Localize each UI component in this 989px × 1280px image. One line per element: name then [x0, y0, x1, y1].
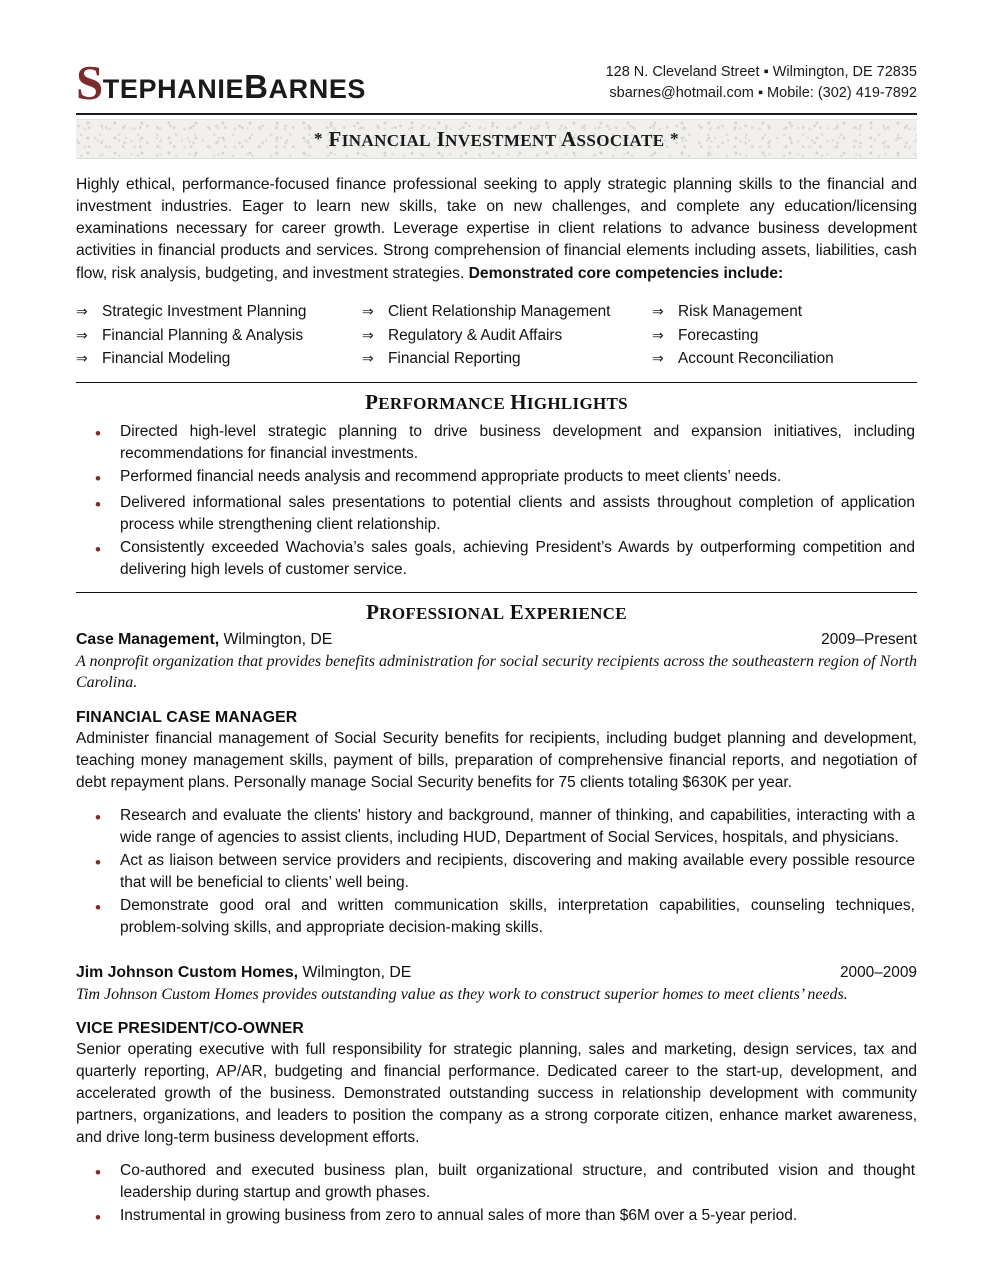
core-competencies	[76, 300, 917, 370]
list-item-text: Directed high-level strategic planning to drive business development and expansion initiatives, including recommendations for financial investments.	[120, 422, 915, 462]
list-item-text: Co-authored and executed business plan, built organizational structure, and contributed vision and thought leadership during startup and growth phases.	[120, 1161, 915, 1201]
list-item	[76, 1160, 917, 1204]
list-item-text: Consistently exceeded Wachovia’s sales goals, achieving President’s Awards by outperforming competition and delivering high levels of customer service.	[120, 538, 915, 578]
double-arrow-icon: ⇒	[76, 326, 88, 343]
experience-entry-header	[76, 964, 917, 982]
banner-word3-rest: SSOCIATE	[576, 130, 665, 150]
resume-header	[76, 55, 917, 113]
heading-cap-2: H	[510, 389, 527, 414]
competency-label: Risk Management	[678, 303, 803, 321]
bullet-icon: •	[95, 1162, 101, 1182]
competency-label: Financial Planning & Analysis	[102, 326, 304, 344]
banner-word2-cap: I	[436, 126, 446, 151]
double-arrow-icon: ⇒	[652, 303, 664, 320]
list-item-text: Demonstrate good oral and written communication skills, interpretation capabilities, counseling techniques, problem-solving skills, and appropriate decision-making skills.	[120, 896, 915, 936]
competency-column-1	[76, 300, 362, 370]
summary-emphasis: Demonstrated core competencies include:	[468, 264, 784, 282]
double-arrow-icon: ⇒	[76, 303, 88, 320]
double-arrow-icon: ⇒	[76, 350, 88, 367]
employer-location: Wilmington, DE	[219, 630, 333, 648]
banner-word1-cap: F	[328, 126, 342, 151]
section-divider-experience	[76, 592, 917, 593]
employer-name	[76, 631, 332, 649]
entry-spacer	[76, 940, 917, 962]
star-left: *	[313, 128, 323, 148]
job-target-banner	[76, 119, 917, 159]
summary-body: Highly ethical, performance-focused finance professional seeking to apply strategic planning skills to the financial and investment industries. Eager to learn new skills, take on new challenges, and complete any education/licensing examinations necessary for career growth. Leverage expertise in client relations to advance business development activities in financial products and services. Strong comprehension of financial elements including assets, liabilities, cash flow, risk analysis, budgeting, and investment strategies.	[76, 176, 917, 282]
contact-block	[606, 62, 917, 107]
bullet-icon: •	[95, 494, 101, 514]
surname-initial-letter: B	[244, 68, 269, 106]
list-item-text: Research and evaluate the clients' history and background, manner of thinking, and capabilities, interacting with a wide range of agencies to assist clients, including HUD, Department of Social Services, hospitals, and physicians.	[120, 806, 915, 846]
competency-item	[652, 300, 912, 323]
bullet-icon: •	[95, 897, 101, 917]
employer-title: Jim Johnson Custom Homes,	[76, 963, 299, 981]
job-target-title	[314, 127, 679, 152]
competency-column-3	[652, 300, 912, 370]
position-summary: Administer financial management of Social Security benefits for recipients, including budget planning and development, teaching money management skills, payment of bills, preparation of comprehensive financial reports, and negotiation of debt repayment plans. Personally manage Social Security benefits for 75 clients totaling $630K per year.	[76, 729, 917, 791]
competency-item	[652, 324, 912, 347]
banner-word1-rest: INANCIAL	[341, 130, 431, 150]
list-item	[76, 895, 917, 939]
performance-highlights-list	[76, 421, 917, 581]
position-responsibilities	[76, 805, 917, 939]
header-divider	[76, 113, 917, 115]
position-title: FINANCIAL CASE MANAGER	[76, 708, 298, 726]
heading-rest-2: IGHLIGHTS	[526, 393, 628, 413]
competency-item	[76, 347, 362, 370]
list-item	[76, 1205, 917, 1230]
experience-entry	[76, 964, 917, 1231]
competency-label: Regulatory & Audit Affairs	[388, 326, 563, 344]
experience-entry	[76, 631, 917, 939]
contact-address: 128 N. Cleveland Street ▪ Wilmington, DE 72835	[605, 64, 917, 80]
list-item	[76, 850, 917, 894]
double-arrow-icon: ⇒	[362, 326, 374, 343]
list-item	[76, 537, 917, 581]
star-right: *	[670, 128, 680, 148]
double-arrow-icon: ⇒	[362, 350, 374, 367]
employer-title: Case Management,	[76, 630, 220, 648]
list-item	[76, 492, 917, 536]
competency-label: Financial Reporting	[388, 350, 521, 368]
double-arrow-icon: ⇒	[652, 326, 664, 343]
competency-item	[362, 300, 652, 323]
competency-item	[652, 347, 912, 370]
heading-cap-1: P	[365, 389, 379, 414]
employer-description: Tim Johnson Custom Homes provides outstanding value as they work to construct superior homes to meet clients’ needs.	[76, 985, 848, 1003]
banner-word2-rest: NVESTMENT	[445, 130, 557, 150]
section-title-performance-highlights	[76, 390, 917, 415]
competency-label: Account Reconciliation	[678, 350, 834, 368]
bullet-icon: •	[95, 423, 101, 443]
section-title-professional-experience	[76, 600, 917, 625]
list-item-text: Delivered informational sales presentations to potential clients and assists throughout completion of application process while strengthening client relationship.	[120, 493, 915, 533]
name-last: ARNES	[268, 74, 367, 105]
competency-item	[362, 347, 652, 370]
list-item	[76, 805, 917, 849]
heading-rest-2: XPERIENCE	[524, 603, 627, 623]
bullet-icon: •	[95, 852, 101, 872]
candidate-name	[76, 55, 367, 111]
experience-entry-header	[76, 631, 917, 649]
contact-email-phone[interactable]: sbarnes@hotmail.com ▪ Mobile: (302) 419-7892	[609, 85, 917, 102]
double-arrow-icon: ⇒	[652, 350, 664, 367]
double-arrow-icon: ⇒	[362, 303, 374, 320]
heading-rest-1: ERFORMANCE	[378, 393, 505, 413]
competency-label: Client Relationship Management	[388, 303, 611, 321]
competency-label: Strategic Investment Planning	[102, 303, 307, 321]
bullet-icon: •	[95, 539, 101, 559]
employment-dates: 2000–2009	[839, 963, 917, 981]
name-initial-letter: S	[76, 55, 103, 111]
competency-column-2	[362, 300, 652, 370]
heading-rest-1: ROFESSIONAL	[379, 603, 505, 623]
employment-dates: 2009–Present	[821, 630, 917, 648]
competency-label: Forecasting	[678, 326, 759, 344]
professional-summary	[76, 174, 917, 285]
list-item	[76, 421, 917, 465]
position-title: VICE PRESIDENT/CO-OWNER	[76, 1019, 304, 1037]
position-responsibilities	[76, 1160, 917, 1230]
heading-cap-1: P	[366, 599, 380, 624]
employer-name	[76, 964, 411, 982]
employer-location: Wilmington, DE	[298, 963, 412, 981]
section-divider-highlights	[76, 382, 917, 383]
employer-description: A nonprofit organization that provides benefits administration for social security recipients across the southeastern region of North Carolina.	[76, 652, 917, 692]
list-item-text: Performed financial needs analysis and recommend appropriate products to meet clients’ needs.	[120, 467, 782, 485]
bullet-icon: •	[95, 468, 101, 488]
list-item-text: Instrumental in growing business from zero to annual sales of more than $6M over a 5-year period.	[120, 1206, 798, 1224]
name-first: TEPHANIE	[102, 74, 245, 105]
competency-label: Financial Modeling	[102, 350, 231, 368]
banner-word3-cap: A	[560, 126, 577, 151]
competency-item	[76, 324, 362, 347]
position-summary: Senior operating executive with full responsibility for strategic planning, sales and marketing, design services, tax and quarterly reporting, AP/AR, budgeting and financial performance. Dedicated career to the start-up, development, and accelerated growth of the business. Demonstrated outstanding success in relationship development with community partners, organizations, and leaders to position the company as a strong corporate citizen, enhance market awareness, and drive long-term business development efforts.	[76, 1040, 917, 1146]
competency-item	[362, 324, 652, 347]
heading-cap-2: E	[509, 599, 525, 624]
bullet-icon: •	[95, 807, 101, 827]
list-item-text: Act as liaison between service providers and recipients, discovering and making available every possible resource that will be beneficial to clients’ well being.	[120, 851, 915, 891]
list-item	[76, 466, 917, 491]
bullet-icon: •	[95, 1207, 101, 1227]
competency-item	[76, 300, 362, 323]
